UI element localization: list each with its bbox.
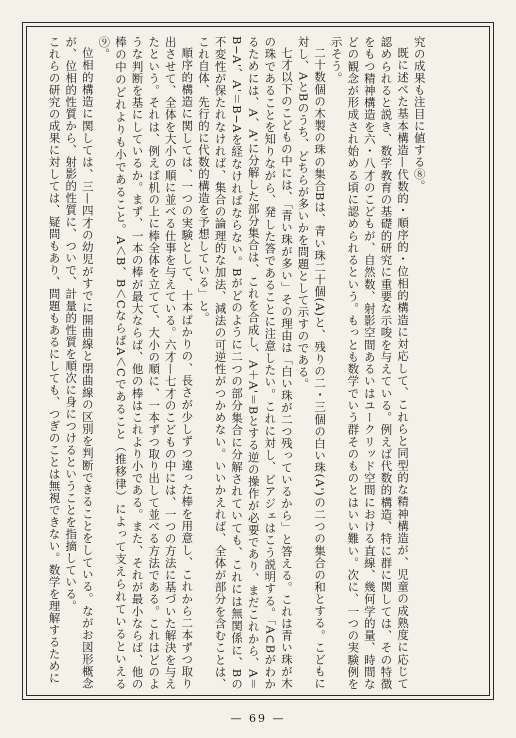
paragraph-5: 順序的構造に関しては、一つの実験として、十本ばかりの、長さが少しずつ違った棒を用意し、これから二本ずつ取り出させて、全体を大小の順に並べる仕事を与えている。六才—七才のこどもの中には、一つの方法に基づいた解決を与えたという。それは、例えば机の上に棒全体を立てて、大小の順に、一本ずつ取り出して並べる方法である。これはどのような判断を基にしているか。まず、一本の棒が最大ならば、他の棒はこれより小である。また、それが最小ならば、他の棒の中のどれよりも小であること。A＜B、B＜CならばA＜Cであること（推移律）によって支えられているといえる⑨。 xyxy=(97,36,195,690)
paragraph-7: これらの研究の成果に対しては、疑問もあり、問題もあるにしても、つぎのことは無視できない。数学を理解するために xyxy=(47,36,62,684)
paragraph-4: 七才以下のこどもの中には、「青い珠が多い」その理由は「白い珠が二つ残っているから」と答える。これは青い珠が木の珠であることを知りながら、発した答であることに注意したい。これに対し、ピアジェはこう説明する。「A⊂Bがわかるためには、A、A'に分解した部分集合は、これを合成し、A＋A'＝Bとする逆の操作が必要であり、まだこれから、A＝B−A'、A'＝B−Aを経なければならない。Bがどのように二つの部分集合に分解されていても、これには無関係に、Bの不変性が保たれなければ、集合の論理的な加法、減法の可逆性がつかめない。いいかえれば、全体が部分を含むことは、これ自体、先行的に代数的構造を予想している」と。 xyxy=(196,36,294,690)
paragraph-6: 位相的構造に関しては、三—四才の幼児がすでに開曲線と閉曲線の区別を判断できることをしている。ながお図形概念が、位相的性質から、射影的性質に、ついで、計量的性質を順次に身につけるということを指摘している。 xyxy=(64,36,95,690)
paragraph-3: 二十数個の木製の珠の集合Bは、青い珠二十個(A)と、残りの二・三個の白い珠(A')の二つの集合の和とする。こどもに対し、AとBのうち、どちらが多いかを問題として示すのである。 xyxy=(296,36,328,690)
paragraph-1: 究の成果も注目に値する⑧。 xyxy=(412,36,427,192)
page-number: — 69 — xyxy=(230,712,286,725)
body-text xyxy=(46,36,486,690)
paragraph-2: 既に述べた基本構造—代数的・順序的・位相的構造に対応して、これらと同型的な精神構造が、児童の成熟度に応じて認められると説き、数学教育の基礎的研究に重要な示唆を与えている。例えば代数的構造、特に群に関しては、その特徴をもつ精神構造を六・八才のこどもが、自然数、射影空間あるいはユークリッド空間における直線、幾何学的量、時間などの観念が形成され始める頃に認められるという。もっとも数学でいう群そのものとはいい難い。次に、一つの実験例を示そう。 xyxy=(329,36,411,690)
vertical-text-column xyxy=(46,36,428,690)
